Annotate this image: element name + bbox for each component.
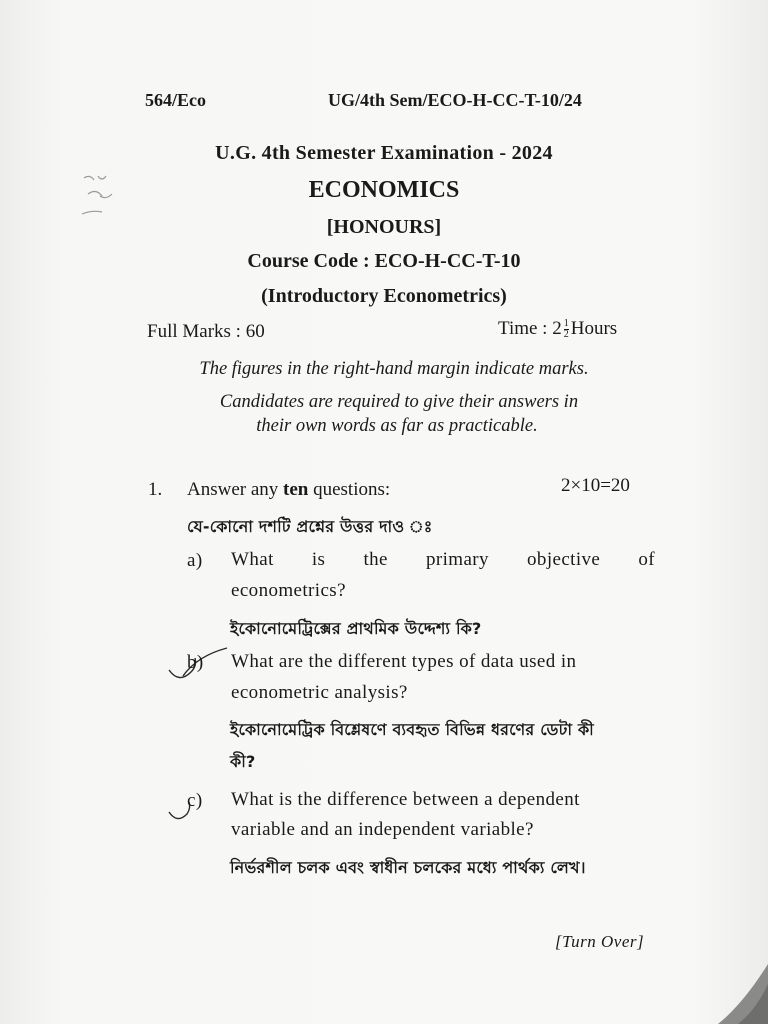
pencil-scribble-icon (78, 170, 128, 230)
level-label: [HONOURS] (326, 216, 442, 238)
question-b-label: b) (187, 652, 204, 673)
question-a-bengali: ইকোনোমেট্রিক্সের প্রাথমিক উদ্দেশ্য কি? (230, 619, 482, 638)
question-b-text-2: econometric analysis? (231, 682, 408, 703)
full-marks: Full Marks : 60 (147, 321, 265, 342)
question-c-label: c) (187, 790, 203, 811)
instruction-own-words-1: Candidates are required to give their answers in (219, 392, 579, 412)
question-b-text-1: What are the different types of data used in (231, 651, 577, 672)
time-fraction: $\frac{1}{2}$ (563, 318, 569, 341)
course-code: Course Code : ECO-H-CC-T-10 (247, 250, 521, 272)
instruction-own-words-2: their own words as far as practicable. (256, 416, 538, 436)
page-curl-shadow (698, 964, 768, 1024)
course-title: (Introductory Econometrics) (261, 285, 507, 307)
question-c-bengali: নির্ভরশীল চলক এবং স্বাধীন চলকের মধ্যে পার্থক্য লেখ। (230, 858, 586, 877)
question-c-text-1: What is the difference between a dependent (231, 789, 580, 810)
question-number: 1. (148, 479, 163, 500)
question-b-bengali-1: ইকোনোমেট্রিক বিশ্লেষণে ব্যবহৃত বিভিন্ন ধরণের ডেটা কী (230, 720, 594, 739)
question-a-label: a) (187, 550, 203, 571)
instruction-marks: The figures in the right-hand margin indicate marks. (199, 359, 589, 379)
exam-title: U.G. 4th Semester Examination - 2024 (215, 142, 553, 164)
turn-over-label: [Turn Over] (555, 932, 645, 951)
section-marks: 2×10=20 (561, 475, 630, 496)
series-code: UG/4th Sem/ECO-H-CC-T-10/24 (328, 90, 582, 110)
question-c-text-2: variable and an independent variable? (231, 819, 534, 840)
question-a-text-1: What is the primary objective of (231, 549, 655, 570)
section-prompt: Answer any ten questions: (187, 479, 391, 500)
question-b-bengali-2: কী? (230, 752, 256, 771)
subject-title: ECONOMICS (308, 177, 460, 203)
paper-code: 564/Eco (145, 90, 206, 110)
section-prompt-bengali: যে-কোনো দশটি প্রশ্নের উত্তর দাও ঃ (187, 517, 433, 536)
time-allowed: Time : 2 $\frac{1}{2}$ Hours (498, 318, 618, 341)
question-a-text-2: econometrics? (231, 580, 346, 601)
